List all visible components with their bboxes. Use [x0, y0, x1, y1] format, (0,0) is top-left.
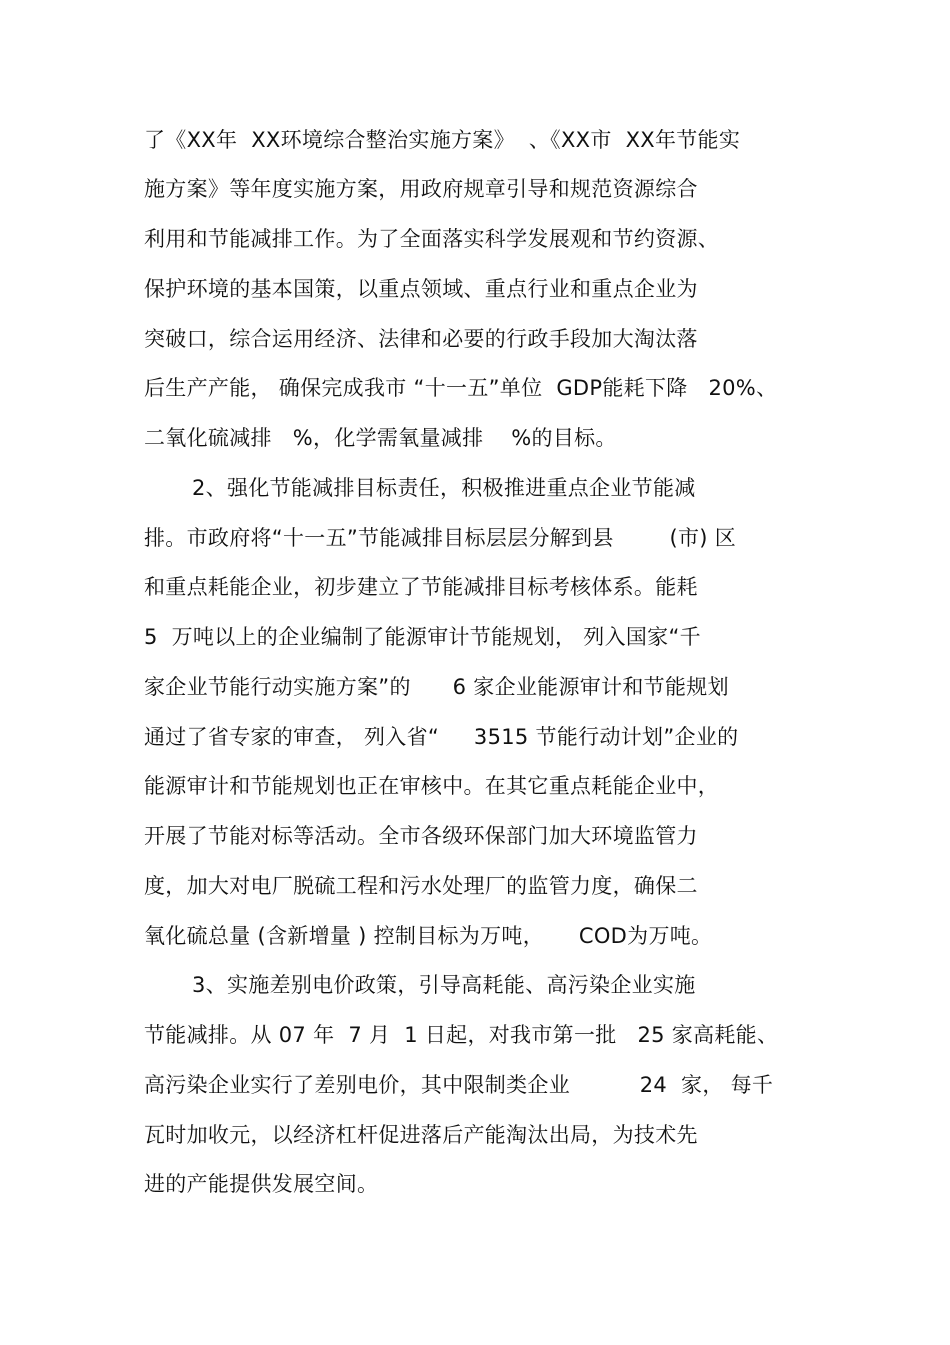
text-line: 高污染企业实行了差别电价，其中限制类企业 24 家， 每千 [144, 1073, 774, 1097]
text-line: 了《XX年 XX环境综合整治实施方案》 、《XX市 XX年节能实 [144, 128, 741, 152]
text-line: 施方案》等年度实施方案，用政府规章引导和规范资源综合 [144, 177, 698, 201]
text-line: 瓦时加收元，以经济杠杆促进落后产能淘汰出局，为技术先 [144, 1123, 698, 1147]
text-line: 和重点耗能企业，初步建立了节能减排目标考核体系。能耗 [144, 575, 698, 599]
text-line: 家企业节能行动实施方案”的 6 家企业能源审计和节能规划 [144, 675, 729, 699]
text-line: 突破口，综合运用经济、法律和必要的行政手段加大淘汰落 [144, 327, 698, 351]
text-line: 度，加大对电厂脱硫工程和污水处理厂的监管力度，确保二 [144, 874, 698, 898]
text-line: 进的产能提供发展空间。 [144, 1172, 379, 1196]
text-line: 能源审计和节能规划也正在审核中。在其它重点耗能企业中， [144, 774, 720, 798]
text-line: 节能减排。从 07 年 7 月 1 日起，对我市第一批 25 家高耗能、 [144, 1023, 779, 1047]
paragraph-heading: 2、强化节能减排目标责任，积极推进重点企业节能减 [192, 476, 696, 500]
text-line: 氧化硫总量 (含新增量 ) 控制目标为万吨， COD为万吨。 [144, 924, 713, 948]
text-line: 后生产产能， 确保完成我市 “十一五”单位 GDP能耗下降 20%、 [144, 376, 778, 400]
text-line: 开展了节能对标等活动。全市各级环保部门加大环境监管力 [144, 824, 698, 848]
text-line: 二氧化硫减排 %，化学需氧量减排 %的目标。 [144, 426, 617, 450]
text-line: 利用和节能减排工作。为了全面落实科学发展观和节约资源、 [144, 227, 720, 251]
paragraph-heading: 3、实施差别电价政策，引导高耗能、高污染企业实施 [192, 973, 696, 997]
text-line: 排。市政府将“十一五”节能减排目标层层分解到县 (市) 区 [144, 526, 737, 550]
text-line: 5 万吨以上的企业编制了能源审计节能规划， 列入国家“千 [144, 625, 701, 649]
text-line: 保护环境的基本国策，以重点领域、重点行业和重点企业为 [144, 277, 698, 301]
text-line: 通过了省专家的审查， 列入省“ 3515 节能行动计划”企业的 [144, 725, 739, 749]
